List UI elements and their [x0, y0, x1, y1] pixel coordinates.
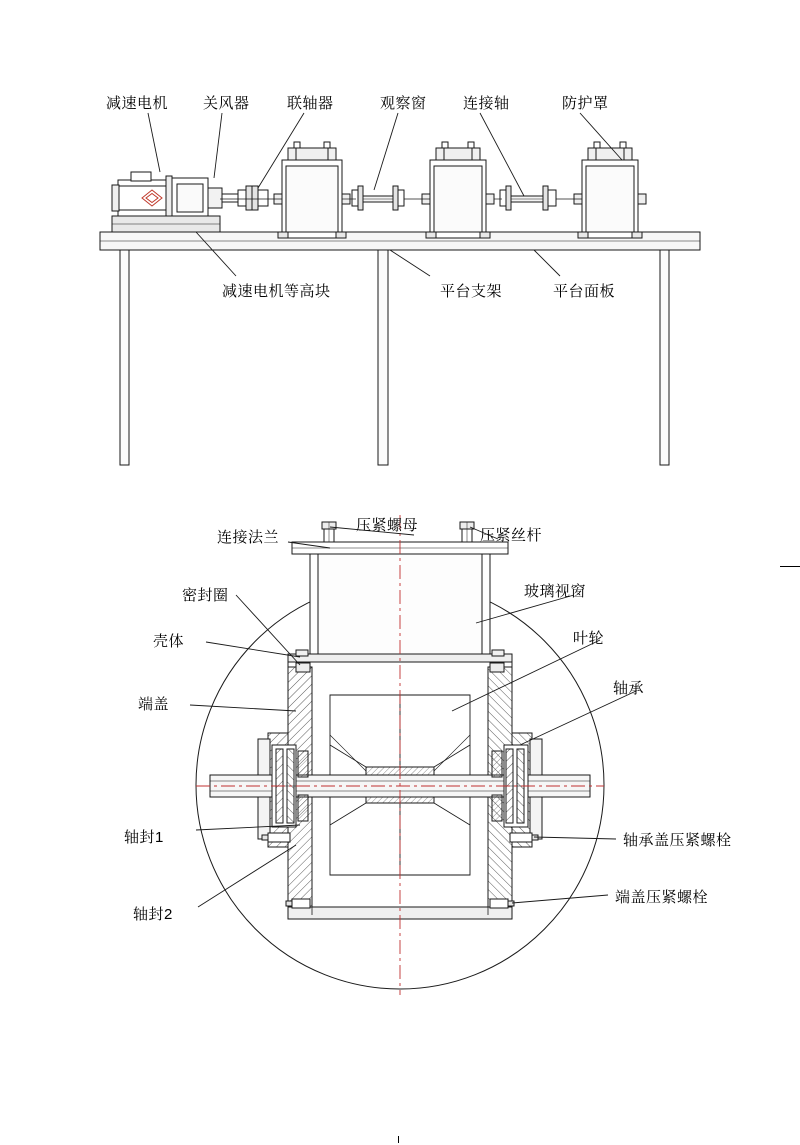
compression-screw-right	[460, 522, 474, 542]
label-impeller: 叶轮	[573, 630, 605, 647]
label-sealing-ring: 密封圈	[182, 587, 229, 604]
motor-riser-block	[112, 216, 220, 232]
top-view-drawing	[0, 0, 800, 500]
label-observation-window: 观察窗	[380, 95, 427, 112]
compression-screw-left	[322, 522, 336, 542]
label-platform-panel: 平台面板	[553, 283, 616, 300]
label-compression-nut: 压紧螺母	[356, 517, 419, 534]
label-housing-shell: 壳体	[153, 633, 185, 650]
sheet-edge-tick	[780, 566, 800, 567]
rotary-valve-3	[574, 142, 646, 238]
label-platform-frame: 平台支架	[440, 283, 503, 300]
label-shaft-seal-2: 轴封2	[133, 906, 173, 923]
label-end-cap-bolt: 端盖压紧螺栓	[615, 889, 709, 906]
label-bearing: 轴承	[613, 680, 645, 697]
section-view-drawing	[0, 495, 800, 1145]
label-coupling: 联轴器	[287, 95, 334, 112]
label-motor-riser-block: 减速电机等高块	[222, 283, 331, 300]
connection-shaft	[500, 186, 556, 210]
rotary-valve-1	[274, 142, 350, 238]
label-gear-motor: 减速电机	[106, 95, 169, 112]
label-protective-cover: 防护罩	[562, 95, 609, 112]
rotary-valve-2	[422, 142, 494, 238]
label-rotary-valve: 关风器	[203, 95, 250, 112]
label-bearing-cover-bolt: 轴承盖压紧螺栓	[623, 832, 732, 849]
sheet-footer-tick	[398, 1136, 399, 1143]
coupling-1	[238, 186, 268, 210]
label-shaft-seal-1: 轴封1	[124, 829, 164, 846]
gear-motor	[112, 172, 238, 220]
label-connection-flange: 连接法兰	[217, 529, 280, 546]
label-end-cap: 端盖	[138, 696, 170, 713]
label-glass-window: 玻璃视窗	[524, 583, 587, 600]
observation-window-1	[352, 186, 404, 210]
label-compression-screw: 压紧丝杆	[480, 527, 543, 544]
label-connection-shaft: 连接轴	[463, 95, 510, 112]
